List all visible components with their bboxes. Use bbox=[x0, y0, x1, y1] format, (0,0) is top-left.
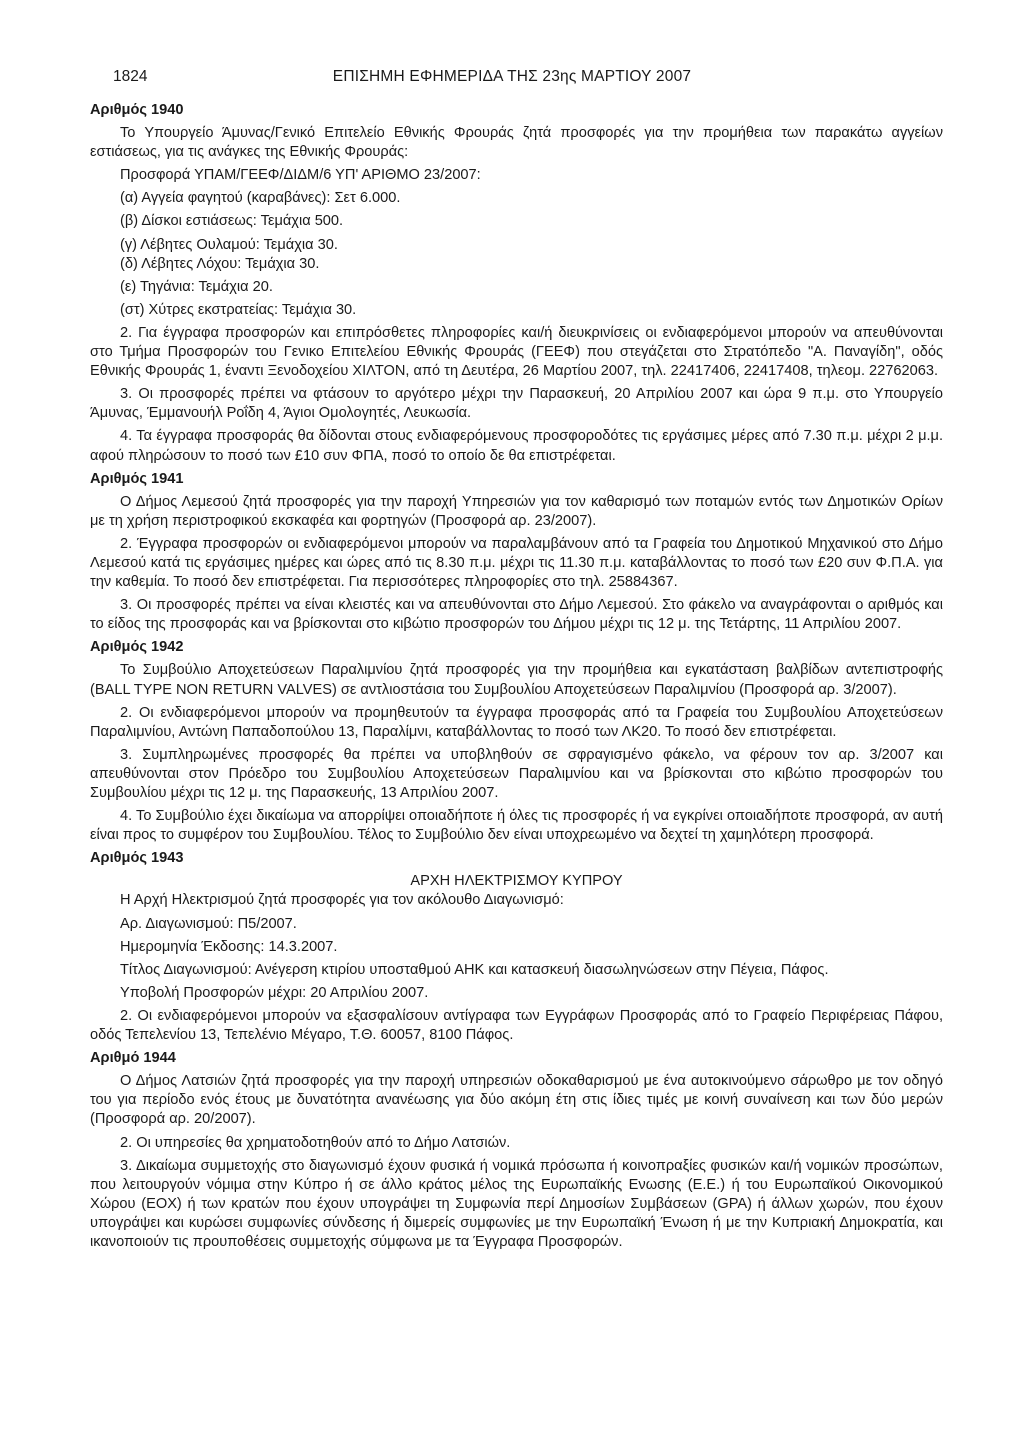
notice-paragraph: 3. Οι προσφορές πρέπει να φτάσουν το αργότερο μέχρι την Παρασκευή, 20 Απριλίου 2007 και ώρα 9 π.μ. στο Υπουργείο Άμυνας, Έμμανουήλ Ροΐδη 4, Άγιοι Ομολογητές, Λευκωσία. bbox=[90, 386, 943, 422]
notice-1940 bbox=[90, 101, 943, 466]
list-item: (στ) Χύτρες εκστρατείας: Τεμάχια 30. bbox=[120, 301, 357, 318]
list-item: (β) Δίσκοι εστιάσεως: Τεμάχια 500. bbox=[120, 213, 344, 230]
notice-heading: Αριθμό 1944 bbox=[90, 1050, 176, 1067]
notice-paragraph: 3. Οι προσφορές πρέπει να είναι κλειστές και να απευθύνονται στο Δήμο Λεμεσού. Στο φάκελο να αναγράφονται ο αριθμός και το είδος της προσφοράς και να βρίσκονται στο κιβώτιο προσφορών του Δήμου μέχρι τις 12 μ. της Τετάρτης, 11 Απριλίου 2007. bbox=[90, 597, 943, 633]
page-header bbox=[0, 68, 1024, 90]
list-item: (δ) Λέβητες Λόχου: Τεμάχια 30. bbox=[120, 255, 320, 272]
list-item: (ε) Τηγάνια: Τεμάχια 20. bbox=[120, 278, 273, 295]
page-content bbox=[90, 101, 943, 1252]
notice-heading: Αριθμός 1943 bbox=[90, 850, 184, 867]
list-item: (α) Αγγεία φαγητού (καραβάνες): Σετ 6.000. bbox=[120, 190, 401, 207]
notice-paragraph: 3. Δικαίωμα συμμετοχής στο διαγωνισμό έχουν φυσικά ή νομικά πρόσωπα ή κοινοπραξίες φυσικών και/ή νομικών προσώπων, που λειτουργούν νόμιμα στην Κύπρο ή σε άλλο κράτος μέλος της Ευρωπαϊκής Ενωσης (Ε.Ε.) ή του Ευρωπαϊκού Οικονομικού Χώρου (ΕΟΧ) ή των κρατών που έχουν υπογράψει τη Συμφωνία περί Δημοσίων Συμβάσεων (GPA) ή άλλων χωρών, που έχουν υπογράψει και κυρώσει συμφωνίες σύνδεσης ή διμερείς συμφωνίες με την Ευρωπαϊκή Ένωση ή με την Κυπριακή Δημοκρατία, και ικανοποιούν τις προυποθέσεις συμμετοχής σύμφωνα με τα Έγγραφα Προσφορών. bbox=[90, 1157, 943, 1250]
running-head: ΕΠΙΣΗΜΗ ΕΦΗΜΕΡΙΔΑ ΤΗΣ 23ης ΜΑΡΤΙΟΥ 2007 bbox=[332, 68, 692, 85]
tender-detail: Υποβολή Προσφορών μέχρι: 20 Απριλίου 2007. bbox=[120, 984, 429, 1001]
notice-paragraph: Ο Δήμος Λεμεσού ζητά προσφορές για την παροχή Υπηρεσιών για τον καθαρισμό των ποταμών εντός των Δημοτικών Ορίων με τη χρήση περιστροφικού εκσκαφέα και φορτηγών (Προσφορά αρ. 23/2007). bbox=[90, 493, 943, 529]
notice-paragraph: Το Συμβούλιο Αποχετεύσεων Παραλιμνίου ζητά προσφορές για την προμήθεια και εγκατάσταση βαλβίδων αντεπιστροφής (BALL TYPE NON RETURN VALVES) σε αντλιοστάσια του Συμβουλίου Αποχετεύσεων Παραλιμνίου (Προσφορά αρ. 3/2007). bbox=[90, 662, 943, 698]
notice-1941 bbox=[90, 470, 943, 635]
notice-paragraph: 4. Τα έγγραφα προσφοράς θα δίδονται στους ενδιαφερόμενους προσφοροδότες τις εργάσιμες μέρες από 7.30 π.μ. μέχρι 2 μ.μ. αφού πληρώσουν το ποσό των £10 συν ΦΠΑ, ποσό το οποίο δε θα επιστρέφεται. bbox=[90, 428, 943, 464]
notice-1944 bbox=[90, 1049, 943, 1252]
tender-detail: Τίτλος Διαγωνισμού: Ανέγερση κτιρίου υποσταθμού ΑΗΚ και κατασκευή διασωληνώσεων στην Πέγεια, Πάφος. bbox=[120, 961, 829, 978]
notice-paragraph: 4. Το Συμβούλιο έχει δικαίωμα να απορρίψει οποιαδήποτε ή όλες τις προσφορές ή να εγκρίνει οποιαδήποτε προσφορά, αν αυτή είναι προς το συμφέρον του Συμβουλίου. Τέλος το Συμβούλιο δεν είναι υποχρεωμένο να δεχτεί τη χαμηλότερη προσφορά. bbox=[90, 808, 943, 844]
page-number: 1824 bbox=[113, 68, 148, 85]
notice-paragraph: 2. Έγγραφα προσφορών οι ενδιαφερόμενοι μπορούν να παραλαμβάνουν από τα Γραφεία του Δημοτικού Μηχανικού στο Δήμο Λεμεσού κατά τις εργάσιμες ημέρες και ώρες από τις 8.30 π.μ. μέχρι τις 11.30 π.μ. καταβάλλοντας το ποσό των £20 συν Φ.Π.Α. για την καθεμία. Το ποσό δεν επιστρέφεται. Για περισσότερες πληροφορίες στο τηλ. 25884367. bbox=[90, 535, 943, 591]
notice-1943 bbox=[90, 849, 943, 1045]
notice-paragraph: Ο Δήμος Λατσιών ζητά προσφορές για την παροχή υπηρεσιών οδοκαθαρισμού με ένα αυτοκινούμενο σάρωθρο με τον οδηγό του για περίοδο ενός έτους με δυνατότητα ανανέωσης για δύο ακόμη έτη στις ίδιες τιμές με κοινή συναίνεση και των δύο μερών (Προσφορά αρ. 20/2007). bbox=[90, 1073, 943, 1128]
notice-paragraph: 2. Οι ενδιαφερόμενοι μπορούν να προμηθευτούν τα έγγραφα προσφοράς από τα Γραφεία του Συμβουλίου Αποχετεύσεων Παραλιμνίου, Αντώνη Παπαδοπούλου 13, Παραλίμνι, καταβάλλοντας το ποσό των ΛΚ20. Το ποσό δεν επιστρέφεται. bbox=[90, 704, 943, 740]
notice-paragraph: 2. Για έγγραφα προσφορών και επιπρόσθετες πληροφορίες και/ή διευκρινίσεις οι ενδιαφερόμενοι μπορούν να απευθύνονται στο Τμήμα Προσφορών του Γενικο Επιτελείου Εθνικής Φρουράς (ΓΕΕΦ) που στεγάζεται στο Στρατόπεδο "Α. Παναγίδη", οδός Εθνικής Φρουράς 1, έναντι Ξενοδοχείου ΧΙΛΤΟΝ, από τη Δευτέρα, 26 Μαρτίου 2007, τηλ. 22417406, 22417408, τηλεομ. 22762063. bbox=[90, 324, 943, 380]
notice-heading: Αριθμός 1940 bbox=[90, 102, 184, 118]
offer-reference: Προσφορά ΥΠΑΜ/ΓΕΕΦ/ΔΙΔΜ/6 ΥΠ' ΑΡΙΘΜΟ 23/2007: bbox=[120, 167, 481, 184]
notice-heading: Αριθμός 1942 bbox=[90, 639, 184, 656]
notice-paragraph: 2. Οι υπηρεσίες θα χρηματοδοτηθούν από το Δήμο Λατσιών. bbox=[120, 1134, 511, 1151]
authority-title: ΑΡΧΗ ΗΛΕΚΤΡΙΣΜΟΥ ΚΥΠΡΟΥ bbox=[410, 873, 623, 890]
notice-paragraph: 3. Συμπληρωμένες προσφορές θα πρέπει να υποβληθούν σε σφραγισμένο φάκελο, να φέρουν τον αρ. 3/2007 και απευθύνονται στον Πρόεδρο του Συμβουλίου Αποχετεύσεων Παραλιμνίου και να βρίσκονται στο κιβώτιο προσφορών του Συμβουλίου μέχρι τις 12 μ. της Παρασκευής, 13 Απριλίου 2007. bbox=[90, 746, 943, 801]
notice-1942 bbox=[90, 638, 943, 845]
tender-detail: Ημερομηνία Έκδοσης: 14.3.2007. bbox=[120, 938, 338, 955]
list-item: (γ) Λέβητες Ουλαμού: Τεμάχια 30. bbox=[120, 236, 338, 253]
tender-detail: Αρ. Διαγωνισμού: Π5/2007. bbox=[120, 915, 297, 932]
notice-paragraph: Η Αρχή Ηλεκτρισμού ζητά προσφορές για τον ακόλουθο Διαγωνισμό: bbox=[120, 892, 564, 909]
notice-heading: Αριθμός 1941 bbox=[90, 470, 184, 487]
notice-paragraph: Το Υπουργείο Άμυνας/Γενικό Επιτελείο Εθνικής Φρουράς ζητά προσφορές για την προμήθεια των παρακάτω αγγείων εστιάσεως, για τις ανάγκες της Εθνικής Φρουράς: bbox=[90, 125, 943, 161]
notice-paragraph: 2. Οι ενδιαφερόμενοι μπορούν να εξασφαλίσουν αντίγραφα των Εγγράφων Προσφοράς από το Γραφείο Περιφέρειας Πάφου, οδός Τεπελενίου 13, Τεπελένιο Μέγαρο, Τ.Θ. 60057, 8100 Πάφος. bbox=[90, 1007, 943, 1044]
